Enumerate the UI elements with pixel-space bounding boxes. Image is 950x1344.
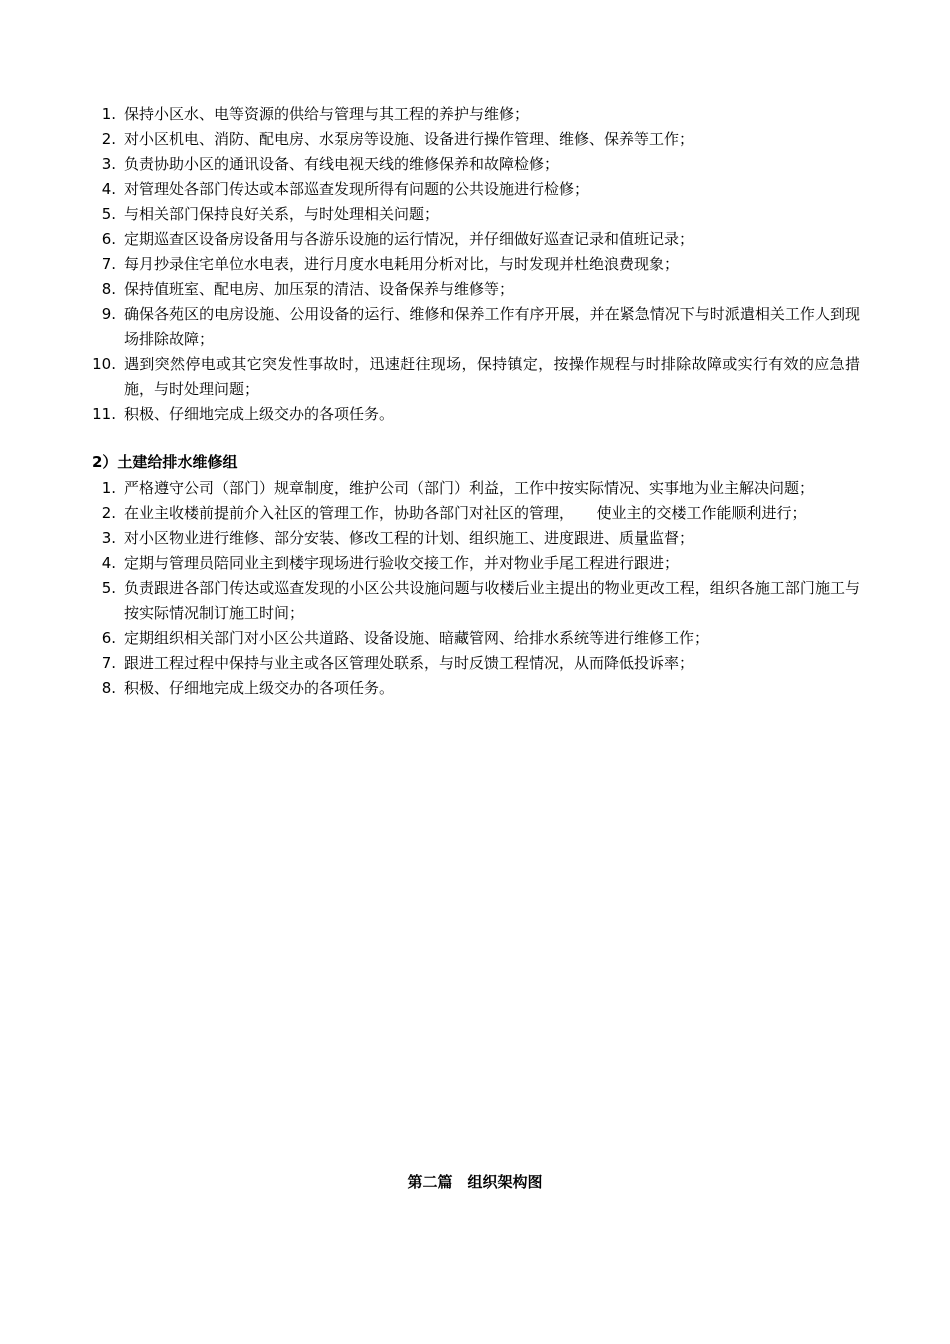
list-item-number: 1. [101, 105, 116, 123]
list-item-number: 6. [101, 230, 116, 248]
list-item-number: 3. [101, 155, 116, 173]
list-item-text: 每月抄录住宅单位水电表，进行月度水电耗用分析对比，与时发现并杜绝浪费现象； [124, 255, 680, 273]
list-item-number: 7. [101, 654, 116, 672]
list-item-number: 10. [92, 355, 116, 373]
list-item [88, 302, 860, 352]
list-item-text: 积极、仔细地完成上级交办的各项任务。 [124, 679, 395, 697]
list-item-number: 2. [101, 504, 116, 522]
list-item-text: 严格遵守公司（部门）规章制度，维护公司（部门）利益，工作中按实际情况、实事地为业主解决问题； [124, 479, 815, 497]
list-item [88, 651, 860, 676]
list-item-text: 定期组织相关部门对小区公共道路、设备设施、暗藏管网、给排水系统等进行维修工作； [124, 629, 710, 647]
list-item-number: 6. [101, 629, 116, 647]
list-item-text: 跟进工程过程中保持与业主或各区管理处联系，与时反馈工程情况，从而降低投诉率； [124, 654, 695, 672]
list-item-number: 8. [101, 679, 116, 697]
list-item-text: 负责跟进各部门传达或巡查发现的小区公共设施问题与收楼后业主提出的物业更改工程，组织各施工部门施工与按实际情况制订施工时间； [124, 579, 860, 622]
chapter-title: 第二篇 组织架构图 [407, 1173, 543, 1191]
section-heading: 2）土建给排水维修组 [92, 453, 238, 471]
list-item [88, 676, 860, 701]
list-item-text: 对管理处各部门传达或本部巡查发现所得有问题的公共设施进行检修； [124, 180, 590, 198]
list-item [88, 551, 860, 576]
list-item-number: 4. [101, 180, 116, 198]
list-item-text: 定期巡查区设备房设备用与各游乐设施的运行情况，并仔细做好巡查记录和值班记录； [124, 230, 695, 248]
list-item [88, 277, 860, 302]
list-item [88, 402, 860, 427]
list-item [88, 127, 860, 152]
list-item-text: 对小区机电、消防、配电房、水泵房等设施、设备进行操作管理、维修、保养等工作； [124, 130, 695, 148]
list-item-number: 3. [101, 529, 116, 547]
list-item-text: 积极、仔细地完成上级交办的各项任务。 [124, 405, 395, 423]
list-item-number: 11. [92, 405, 116, 423]
list-item-text: 负责协助小区的通讯设备、有线电视天线的维修保养和故障检修； [124, 155, 560, 173]
list-item-number: 8. [101, 280, 116, 298]
list-item [88, 177, 860, 202]
list-item [88, 202, 860, 227]
list-item [88, 102, 860, 127]
maintenance-duties-list [88, 102, 860, 427]
list-item-text: 遇到突然停电或其它突发性事故时，迅速赶往现场，保持镇定，按操作规程与时排除故障或实行有效的应急措施，与时处理问题； [124, 355, 860, 398]
list-item-number: 1. [101, 479, 116, 497]
civil-plumbing-duties-list [88, 476, 860, 701]
list-item-text: 在业主收楼前提前介入社区的管理工作，协助各部门对社区的管理， 使业主的交楼工作能顺利进行； [124, 504, 807, 522]
list-item-number: 5. [101, 205, 116, 223]
list-item-number: 7. [101, 255, 116, 273]
list-item-text: 保持值班室、配电房、加压泵的清洁、设备保养与维修等； [124, 280, 515, 298]
list-item [88, 352, 860, 402]
list-item-text: 定期与管理员陪同业主到楼宇现场进行验收交接工作，并对物业手尾工程进行跟进； [124, 554, 680, 572]
list-item-text: 确保各苑区的电房设施、公用设备的运行、维修和保养工作有序开展，并在紧急情况下与时派遣相关工作人到现场排除故障； [124, 305, 860, 348]
list-item [88, 626, 860, 651]
list-item [88, 526, 860, 551]
list-item [88, 252, 860, 277]
list-item-text: 与相关部门保持良好关系，与时处理相关问题； [124, 205, 440, 223]
list-item [88, 227, 860, 252]
list-item-number: 2. [101, 130, 116, 148]
list-item [88, 152, 860, 177]
list-item [88, 576, 860, 626]
list-item-text: 对小区物业进行维修、部分安装、修改工程的计划、组织施工、进度跟进、质量监督； [124, 529, 695, 547]
list-item-text: 保持小区水、电等资源的供给与管理与其工程的养护与维修； [124, 105, 530, 123]
list-item [88, 501, 860, 526]
list-item-number: 9. [101, 305, 116, 323]
list-item [88, 476, 860, 501]
list-item-number: 4. [101, 554, 116, 572]
list-item-number: 5. [101, 579, 116, 597]
